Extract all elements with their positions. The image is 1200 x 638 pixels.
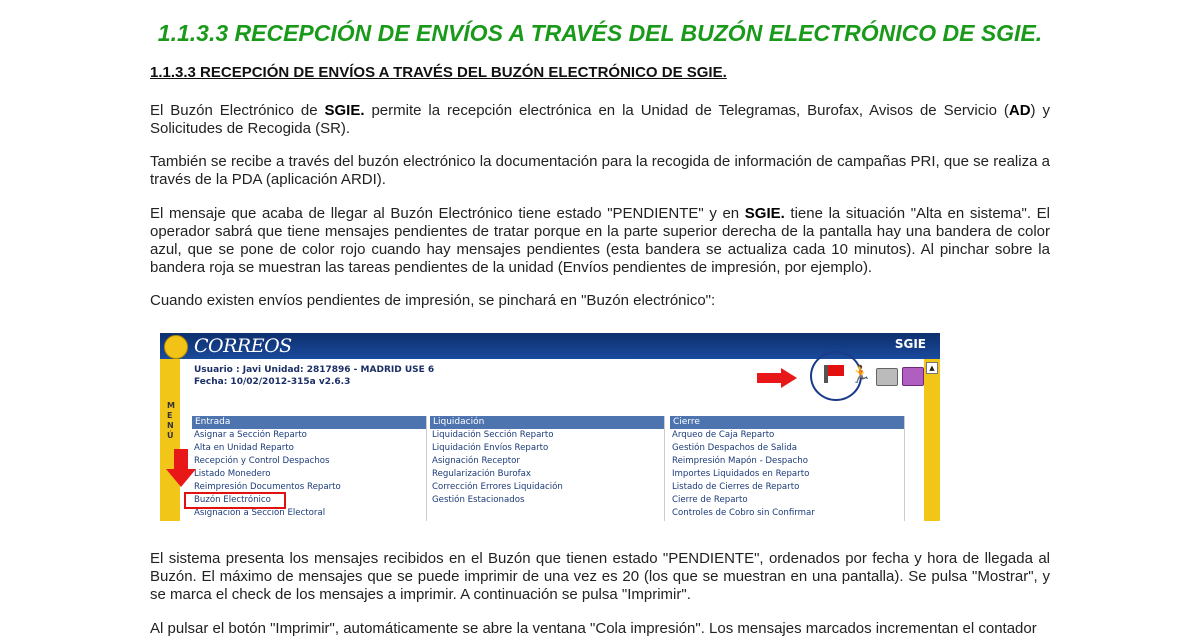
column-header: Entrada [192,416,426,429]
bold-term: AD [1008,102,1031,119]
app-user-info [194,364,434,388]
menu-item[interactable]: Listado Monedero [194,469,271,479]
paragraph-pending-flag [150,205,1050,277]
menu-item[interactable]: Gestión Estacionados [432,495,525,505]
menu-item[interactable]: Reimpresión Mapón - Despacho [672,456,808,466]
bold-term: SGIE. [744,205,785,222]
page-title: 1.1.3.3 RECEPCIÓN DE ENVÍOS A TRAVÉS DEL BUZÓN ELECTRÓNICO DE SGIE. [157,20,1043,46]
paragraph-intro [150,102,1050,138]
menu-item[interactable]: Corrección Errores Liquidación [432,482,563,492]
menu-item[interactable]: Asignación a Sección Electoral [194,508,326,518]
tools-icon[interactable] [902,367,924,386]
sgie-app-screenshot [160,333,940,521]
bold-term: SGIE. [324,102,365,119]
date-line: Fecha: 10/02/2012-315a v2.6.3 [194,377,351,387]
app-product-name: SGIE [894,337,926,351]
menu-item[interactable]: Liquidación Envíos Reparto [432,443,549,453]
menu-item[interactable]: Arqueo de Caja Reparto [672,430,775,440]
red-arrow-down-icon [166,449,196,489]
column-header: Cierre [670,416,904,429]
text: El Buzón Electrónico de [150,102,325,119]
menu-label: MENÚ [167,401,175,440]
column-header: Liquidación [430,416,664,429]
menu-item[interactable]: Alta en Unidad Reparto [194,443,294,453]
app-logo: CORREOS [194,335,292,357]
menu-item[interactable]: Asignar a Sección Reparto [194,430,307,440]
menu-item[interactable]: Recepción y Control Despachos [194,456,330,466]
text: ) y Solicitudes de Recogida (SR). [150,102,1050,137]
menu-item[interactable]: Liquidación Sección Reparto [432,430,554,440]
scroll-up-icon[interactable]: ▲ [926,362,938,374]
runner-icon[interactable]: 🏃 [850,365,872,385]
menu-item[interactable]: Gestión Despachos de Salida [672,443,798,453]
paragraph-mensajes: El sistema presenta los mensajes recibidos en el Buzón que tienen estado "PENDIENTE", ordenados por fecha y hora de llegada al Buzón. El máximo de mensajes que se puede imprimir de una vez es 20 (los que se muestran en una pantalla). Se pulsa "Mostrar", y se marca el check de los mensajes a imprimir. A continuación se pulsa "Imprimir". [150,550,1050,603]
paragraph-pri: También se recibe a través del buzón electrónico la documentación para la recogida de información de campañas PRI, que se realiza a través de la PDA (aplicación ARDI). [150,153,1050,188]
printer-icon[interactable] [876,368,898,386]
menu-item[interactable]: Reimpresión Documentos Reparto [194,482,341,492]
menu-item-buzon-electronico[interactable]: Buzón Electrónico [194,495,271,505]
section-heading: 1.1.3.3 RECEPCIÓN DE ENVÍOS A TRAVÉS DEL BUZÓN ELECTRÓNICO DE SGIE. [150,64,727,81]
red-flag-icon[interactable] [828,365,844,376]
menu-column-liquidacion [430,416,665,521]
menu-item[interactable]: Asignación Receptor [432,456,520,466]
app-scrollbar[interactable] [924,359,940,521]
menu-item[interactable]: Controles de Cobro sin Confirmar [672,508,815,518]
menu-item[interactable]: Listado de Cierres de Reparto [672,482,800,492]
text: tiene la situación "Alta en sistema". El operador sabrá que tiene mensajes pendientes de tratar porque en la parte superior derecha de la pantalla hay una bandera de color azul, que se pone de color rojo cuando hay mensajes pendientes (esta bandera se actualiza cada 10 minutos). Al pinchar sobre la bandera roja se muestran las tareas pendientes de la unidad (Envíos pendientes de impresión, por ejemplo). [150,205,1050,276]
paragraph-click-buzon: Cuando existen envíos pendientes de impresión, se pinchará en "Buzón electrónico": [150,292,716,309]
correos-horn-icon [164,335,188,359]
text: El mensaje que acaba de llegar al Buzón Electrónico tiene estado "PENDIENTE" y en [150,205,745,222]
app-menu-sidebar[interactable] [160,359,180,521]
user-line: Usuario : Javi Unidad: 2817896 - MADRID USE 6 [194,365,435,375]
menu-column-cierre [670,416,905,521]
highlight-box [184,492,286,509]
menu-item[interactable]: Cierre de Reparto [672,495,748,505]
paragraph-imprimir: Al pulsar el botón "Imprimir", automáticamente se abre la ventana "Cola impresión". Los mensajes marcados incrementan el contador [150,620,1037,637]
menu-item[interactable]: Importes Liquidados en Reparto [672,469,810,479]
menu-item[interactable]: Regularización Burofax [432,469,531,479]
text: permite la recepción electrónica en la Unidad de Telegramas, Burofax, Avisos de Servicio ( [364,102,1009,119]
